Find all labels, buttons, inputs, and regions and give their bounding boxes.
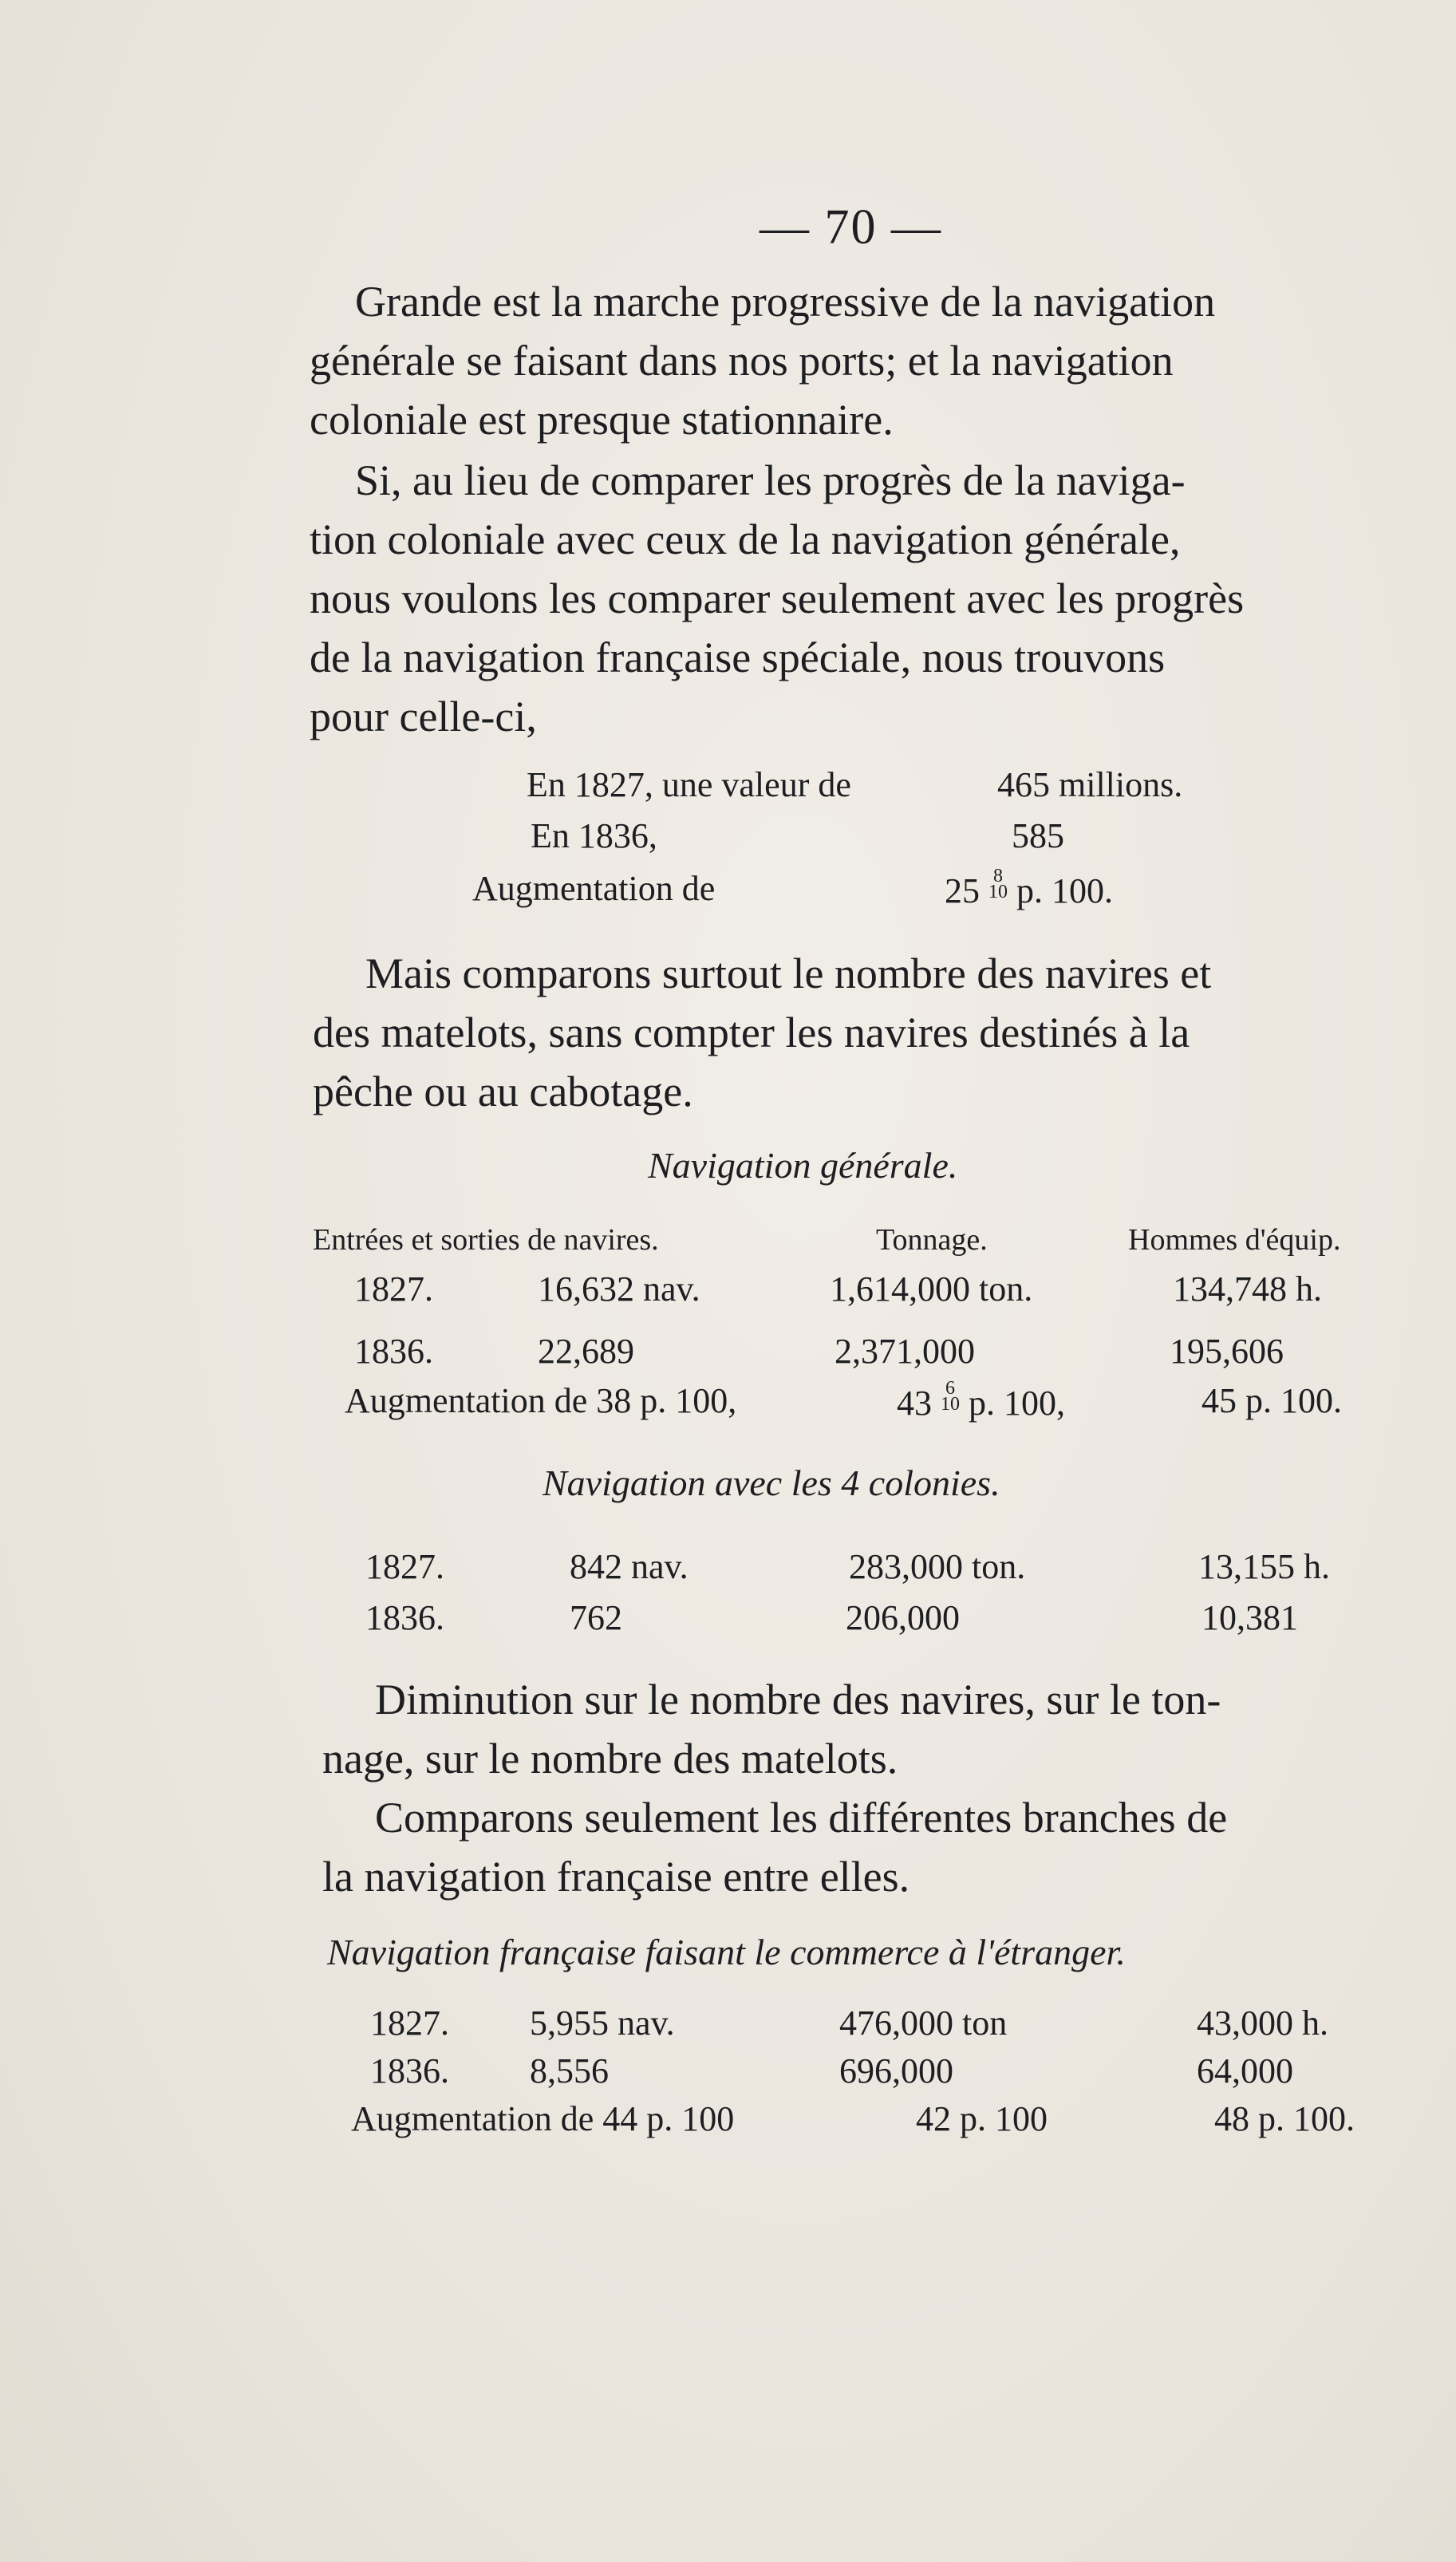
table-generale-row-2-hommes: 195,606	[1170, 1332, 1284, 1371]
valeur-row-2-value: 585	[1012, 816, 1064, 855]
table-colonies-row-2-tonnage: 206,000	[846, 1598, 960, 1637]
table-colonies-row-1-navires: 842 nav.	[570, 1547, 689, 1586]
table-colonies-row-2-navires: 762	[570, 1598, 622, 1637]
paragraph-2-line-4: de la navigation française spéciale, nous trouvons	[310, 634, 1166, 681]
table-etranger-aug-tonnage: 42 p. 100	[916, 2099, 1048, 2138]
table-colonies-row-1-tonnage: 283,000 ton.	[849, 1547, 1026, 1586]
paragraph-4-line-1: Diminution sur le nombre des navires, sur le ton-	[375, 1676, 1221, 1723]
table-etranger-row-2-year: 1836.	[370, 2051, 449, 2090]
table-generale-row-2-year: 1836.	[354, 1332, 433, 1371]
paragraph-3-line-2: des matelots, sans compter les navires destinés à la	[313, 1009, 1190, 1056]
paragraph-5-line-2: la navigation française entre elles.	[322, 1853, 910, 1901]
page-number: — 70 —	[760, 200, 942, 255]
paragraph-3-line-1: Mais comparons surtout le nombre des navires et	[365, 949, 1212, 997]
paragraph-4-line-2: nage, sur le nombre des matelots.	[322, 1735, 898, 1782]
table-generale-row-1-navires: 16,632 nav.	[538, 1269, 700, 1309]
paragraph-5-line-1: Comparons seulement les différentes branches de	[375, 1794, 1228, 1842]
table-etranger-row-2-navires: 8,556	[530, 2051, 609, 2090]
fraction: 8 10	[988, 866, 1008, 902]
table-generale-row-2-navires: 22,689	[538, 1332, 634, 1371]
table-colonies-row-1-hommes: 13,155 h.	[1198, 1547, 1330, 1586]
table-generale-aug-hommes: 45 p. 100.	[1201, 1381, 1342, 1420]
table-etranger-aug-label: Augmentation de 44 p. 100	[351, 2099, 735, 2138]
table-etranger-row-1-tonnage: 476,000 ton	[839, 2003, 1008, 2043]
table-generale-row-1-hommes: 134,748 h.	[1173, 1269, 1322, 1309]
paragraph-2-line-2: tion coloniale avec ceux de la navigation générale,	[310, 515, 1181, 563]
table-colonies-row-2-year: 1836.	[365, 1598, 444, 1637]
table-etranger-row-1-navires: 5,955 nav.	[530, 2003, 675, 2043]
paragraph-2-line-3: nous voulons les comparer seulement avec les progrès	[310, 574, 1245, 622]
valeur-row-2-label: En 1836,	[531, 816, 657, 855]
table-generale-row-1-year: 1827.	[354, 1269, 433, 1309]
table-colonies-row-2-hommes: 10,381	[1201, 1598, 1298, 1637]
table-generale-row-1-tonnage: 1,614,000 ton.	[830, 1269, 1033, 1309]
table-generale-row-2-tonnage: 2,371,000	[835, 1332, 975, 1371]
table-etranger-row-2-hommes: 64,000	[1197, 2051, 1293, 2090]
table-etranger-aug-hommes: 48 p. 100.	[1214, 2099, 1355, 2138]
table-generale-heading: Navigation générale.	[648, 1145, 958, 1186]
table-etranger-row-1-year: 1827.	[370, 2003, 449, 2043]
table-generale-col1-header: Entrées et sorties de navires.	[313, 1223, 659, 1257]
paragraph-1-line-2: générale se faisant dans nos ports; et la navigation	[310, 337, 1174, 385]
table-generale-col2-header: Tonnage.	[876, 1223, 988, 1257]
table-colonies-row-1-year: 1827.	[365, 1547, 444, 1586]
valeur-row-1-label: En 1827, une valeur de	[527, 765, 851, 804]
paragraph-2-line-1: Si, au lieu de comparer les progrès de la naviga-	[355, 456, 1186, 504]
valeur-row-3-value: 25 8 10 p. 100.	[945, 866, 1113, 910]
table-generale-aug-label: Augmentation de 38 p. 100,	[345, 1381, 737, 1420]
table-etranger-row-1-hommes: 43,000 h.	[1197, 2003, 1328, 2043]
paragraph-2-line-5: pour celle-ci,	[310, 693, 537, 740]
fraction: 6 10	[941, 1378, 960, 1415]
table-etranger-row-2-tonnage: 696,000	[839, 2051, 953, 2090]
table-colonies-heading: Navigation avec les 4 colonies.	[543, 1463, 1000, 1503]
paragraph-3-line-3: pêche ou au cabotage.	[313, 1068, 693, 1115]
valeur-row-1-value: 465 millions.	[997, 765, 1183, 804]
table-etranger-heading: Navigation française faisant le commerce à l'étranger.	[327, 1932, 1126, 1972]
valeur-row-3-label: Augmentation de	[472, 869, 716, 908]
table-generale-aug-tonnage: 43 6 10 p. 100,	[897, 1378, 1065, 1423]
paragraph-1-line-1: Grande est la marche progressive de la navigation	[355, 278, 1216, 326]
table-generale-col3-header: Hommes d'équip.	[1128, 1223, 1341, 1257]
paragraph-1-line-3: coloniale est presque stationnaire.	[310, 396, 894, 444]
